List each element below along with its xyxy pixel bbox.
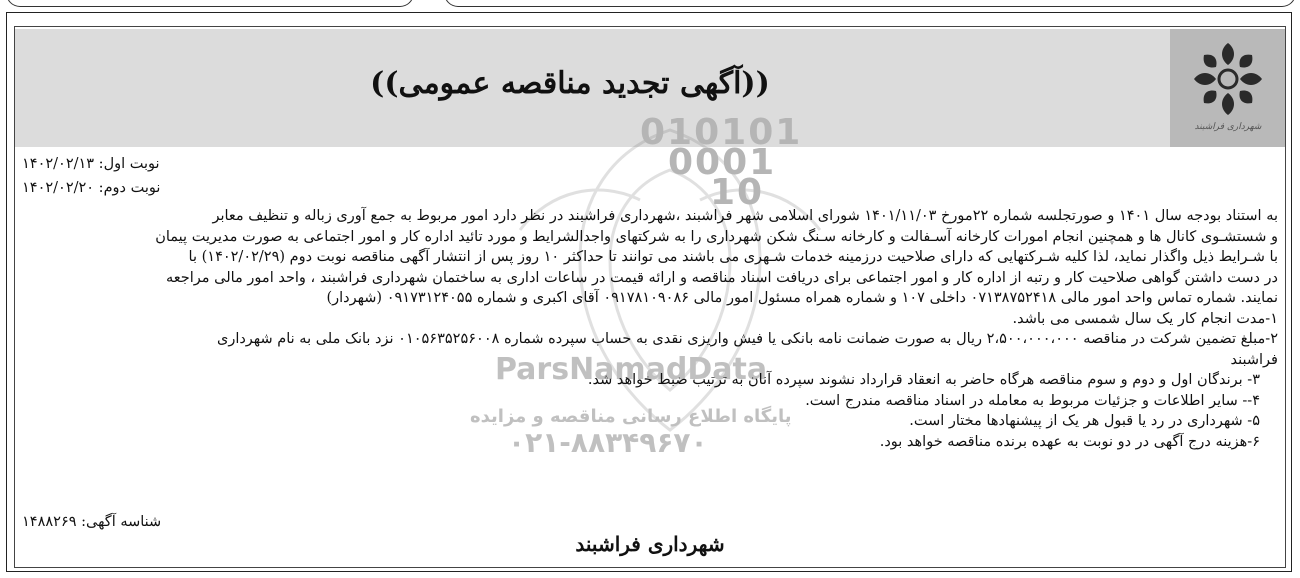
prev-ad-border-right	[444, 0, 1296, 7]
condition-item: ۳- برندگان اول و دوم و سوم مناقصه هرگاه حاضر به انعقاد قرارداد نشوند سپرده آنان به ترتیب ضبط خواهد شد.	[587, 372, 1260, 388]
first-round-date: نوبت اول: ۱۴۰۲/۰۲/۱۳	[22, 156, 160, 172]
watermark-tagline: پایگاه اطلاع رسانی مناقصه و مزایده	[470, 406, 792, 427]
prev-ad-border-left	[6, 0, 414, 7]
body-line: به استناد بودجه سال ۱۴۰۱ و صورتجلسه شماره ۲۲مورخ ۱۴۰۱/۱۱/۰۳ شورای اسلامی شهر فراشبند ،شهرداری فراشبند در نظر دارد امور مربوط به جمع آوری زباله و تنظیف معابر	[212, 208, 1278, 224]
body-line: با شـرایط ذیل واگذار نماید، لذا کلیه شـرکتهایی که دارای صلاحیت درزمینه خدمات شـهری می باشند می توانند تا حداکثر ۱۰ روز پس از انتشار آگهی مناقصه نوبت دوم (۱۴۰۲/۰۲/۲۹) با	[188, 249, 1278, 265]
condition-item: ۴-- سایر اطلاعات و جزئیات مربوط به معامله در اسناد مناقصه مندرج است.	[805, 392, 1260, 409]
condition-item: ۶-هزینه درج آگهی در دو نوبت به عهده برنده مناقصه خواهد بود.	[879, 433, 1260, 450]
watermark-digits-line: 010101	[640, 112, 803, 153]
watermark-digits-line: 10	[710, 172, 765, 213]
logo-caption: شهرداری فراشبند	[1194, 122, 1262, 132]
body-line: نمایند. شماره تماس واحد امور مالی ۰۷۱۳۸۷۵۲۴۱۸ داخلی ۱۰۷ و شماره همراه مسئول امور مالی ۰۹۱۷۸۱۰۹۰۸۶ آقای اکبری و شماره ۰۹۱۷۳۱۲۴۰۵۵ (شهردار)	[326, 290, 1278, 306]
condition-item: ۲-مبلغ تضمین شرکت در مناقصه ۲،۵۰۰،۰۰۰،۰۰۰ ریال به صورت ضمانت نامه بانکی یا فیش واریزی نقدی به حساب سپرده شماره ۰۱۰۵۶۳۵۲۵۶۰۰۸ نزد بانک ملی به نام شهرداری	[216, 331, 1278, 347]
body-line: در دست داشتن گواهی صلاحیت کار و رتبه از اداره کار و امور اجتماعی برای دریافت اسناد مناقصه و ارائه قیمت در ساعات اداری به ساختمان شهرداری فراشبند ، واحد امور مالی مراجعه	[166, 269, 1278, 286]
condition-item: ۱-مدت انجام کار یک سال شمسی می باشد.	[1012, 310, 1278, 327]
body-line: و شستشـوی کانال ها و همچنین انجام امورات کارخانه آسـفالت و کارخانه سـنگ شکن شهرداری را به شرکتهای واجدالشرایط و مورد تائید اداره کار و امور اجتماعی به صورت مدیریت پیمان	[155, 228, 1278, 245]
top-cut-borders	[0, 0, 1300, 12]
watermark-digits-line: 0001	[668, 142, 777, 183]
watermark-site-name: ParsNamadData	[495, 352, 768, 387]
page-title: ((آگهی تجدید مناقصه عمومی))	[370, 66, 770, 101]
notice-body	[22, 206, 1278, 452]
watermark-digits	[640, 112, 803, 213]
second-round-date: نوبت دوم: ۱۴۰۲/۰۲/۲۰	[22, 180, 161, 196]
footer-signature: شهرداری فراشبند	[575, 532, 725, 556]
condition-item: فراشبند	[1230, 351, 1278, 368]
ad-id: شناسه آگهی: ۱۴۸۸۲۶۹	[22, 514, 162, 530]
logo-emblem-icon	[1188, 39, 1268, 129]
watermark-phone: ۰۲۱-۸۸۳۴۹۶۷۰	[508, 426, 708, 459]
condition-item: ۵- شهرداری در رد یا قبول هر یک از پیشنهادها مختار است.	[909, 413, 1260, 429]
